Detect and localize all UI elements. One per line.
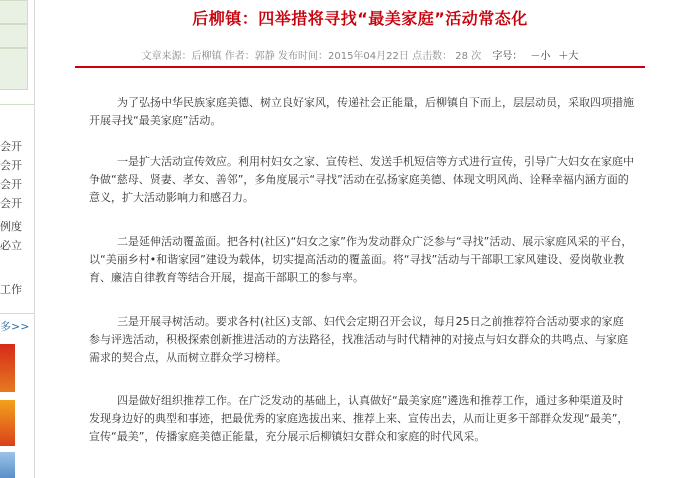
title-divider (75, 66, 645, 68)
article (75, 0, 645, 478)
sidebar-link[interactable]: 例度 (0, 220, 22, 233)
more-link[interactable]: 多>> (0, 320, 30, 333)
article-meta (75, 47, 645, 62)
font-size-label: 字号： (492, 51, 523, 62)
sidebar-block (0, 0, 28, 24)
source-value: 后柳镇 (191, 51, 222, 62)
sidebar-link[interactable]: 会开 (0, 178, 22, 191)
paragraph-1: 一是扩大活动宣传效应。利用村妇女之家、宣传栏、发送手机短信等方式进行宣传，引导广大妇女在家庭中争做“慈母、贤妻、孝女、善邻”，多角度展示“寻找”活动在弘扬家庭美德、体现文明风尚、诠释幸福内涵方面的意义，扩大活动影响力和感召力。 (89, 155, 634, 204)
font-larger-button[interactable]: ＋大 (558, 51, 579, 62)
paragraph-4: 四是做好组织推荐工作。在广泛发动的基础上，认真做好“最美家庭”遴选和推荐工作，通过多种渠道及时发现身边好的典型和事迹，把最优秀的家庭选拔出来、推荐上来、宣传出去，从而让更多干部群众发现“最美”，宣传“最美”，传播家庭美德正能量，充分展示后柳镇妇女群众和家庭的时代风采。 (89, 394, 629, 443)
article-title: 后柳镇：四举措将寻找“最美家庭”活动常态化 (192, 9, 528, 28)
sidebar-divider (0, 313, 34, 314)
left-sidebar (0, 0, 35, 478)
clicks-count: 28 (455, 51, 468, 62)
paragraph-intro: 为了弘扬中华民族家庭美德、树立良好家风，传递社会正能量，后柳镇自下而上，层层动员，采取四项措施开展寻找“最美家庭”活动。 (89, 96, 634, 127)
clicks-unit: 次 (471, 51, 482, 62)
source-label: 文章来源： (141, 51, 192, 62)
sidebar-block[interactable] (0, 24, 28, 48)
sidebar-link[interactable]: 会开 (0, 159, 22, 172)
author-label: 作者： (224, 51, 255, 62)
sidebar-block (0, 48, 28, 90)
promo-image[interactable] (0, 344, 15, 392)
date-label: 发布时间： (277, 51, 328, 62)
clicks-label: 点击数： (412, 51, 453, 62)
paragraph-3: 三是开展寻树活动。要求各村(社区)支部、妇代会定期召开会议，每月25日之前推荐符合活动要求的家庭参与评选活动，积极探索创新推进活动的方法路径，找准活动与时代精神的对接点与妇女群众的共鸣点、与家庭需求的契合点，从而树立群众学习榜样。 (89, 315, 628, 364)
promo-image[interactable] (0, 400, 15, 446)
paragraph-2: 二是延伸活动覆盖面。把各村(社区)“妇女之家”作为发动群众广泛参与“寻找”活动、展示家庭风采的平台，以“美丽乡村•和谐家园”建设为载体，切实提高活动的覆盖面。将“寻找”活动与干部职工家风建设、爱岗敬业教育、廉洁自律教育等结合开展，提高干部职工的参与率。 (89, 235, 633, 284)
author-value: 郭静 (254, 51, 275, 62)
sidebar-link[interactable]: 会开 (0, 140, 22, 153)
sidebar-link[interactable]: 必立 (0, 239, 22, 252)
font-smaller-button[interactable]: －小 (530, 51, 551, 62)
sidebar-divider (0, 104, 34, 105)
date-value: 2015年04月22日 (327, 51, 409, 62)
promo-image[interactable] (0, 452, 15, 478)
sidebar-link[interactable]: 会开 (0, 197, 22, 210)
sidebar-link[interactable]: 工作 (0, 283, 22, 296)
